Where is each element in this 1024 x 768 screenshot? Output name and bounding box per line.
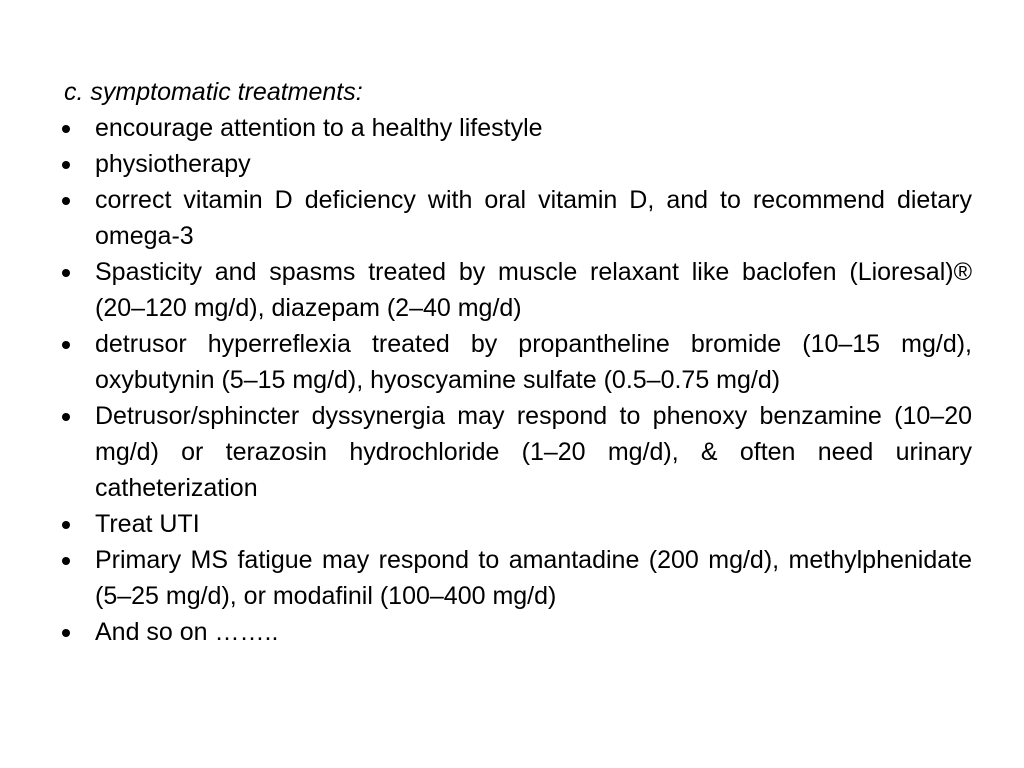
list-item (62, 146, 972, 182)
list-item-text: Primary MS fatigue may respond to amantadine (200 mg/d), methylphenidate (5–25 mg/d), or modafinil (100–400 mg/d) (95, 546, 972, 610)
bullet-dot-icon (62, 197, 70, 205)
section-heading: c. symptomatic treatments: (64, 78, 363, 106)
treatment-list (62, 110, 972, 650)
bullet-dot-icon (62, 521, 70, 529)
bullet-dot-icon (62, 629, 70, 637)
list-item (62, 542, 972, 614)
list-item-text: And so on …….. (95, 618, 279, 646)
list-item (62, 326, 972, 398)
list-item-text: physiotherapy (95, 150, 251, 178)
list-item-text: Spasticity and spasms treated by muscle relaxant like baclofen (Lioresal)® (20–120 mg/d), diazepam (2–40 mg/d) (95, 258, 972, 322)
list-item-text: detrusor hyperreflexia treated by propantheline bromide (10–15 mg/d), oxybutynin (5–15 mg/d), hyoscyamine sulfate (0.5–0.75 mg/d) (95, 330, 972, 394)
list-item-text: Detrusor/sphincter dyssynergia may respond to phenoxy benzamine (10–20 mg/d) or terazosin hydrochloride (1–20 mg/d), & often need urinary catheterization (95, 402, 972, 502)
bullet-dot-icon (62, 161, 70, 169)
bullet-dot-icon (62, 557, 70, 565)
list-item (62, 110, 972, 146)
bullet-dot-icon (62, 125, 70, 133)
list-item-text: correct vitamin D deficiency with oral vitamin D, and to recommend dietary omega-3 (95, 186, 972, 250)
bullet-dot-icon (62, 413, 70, 421)
slide-content (62, 74, 972, 650)
list-item-text: encourage attention to a healthy lifestyle (95, 114, 543, 142)
bullet-dot-icon (62, 341, 70, 349)
list-item-text: Treat UTI (95, 510, 200, 538)
list-item (62, 254, 972, 326)
list-item (62, 614, 972, 650)
bullet-dot-icon (62, 269, 70, 277)
list-item (62, 182, 972, 254)
list-item (62, 398, 972, 506)
list-item (62, 506, 972, 542)
